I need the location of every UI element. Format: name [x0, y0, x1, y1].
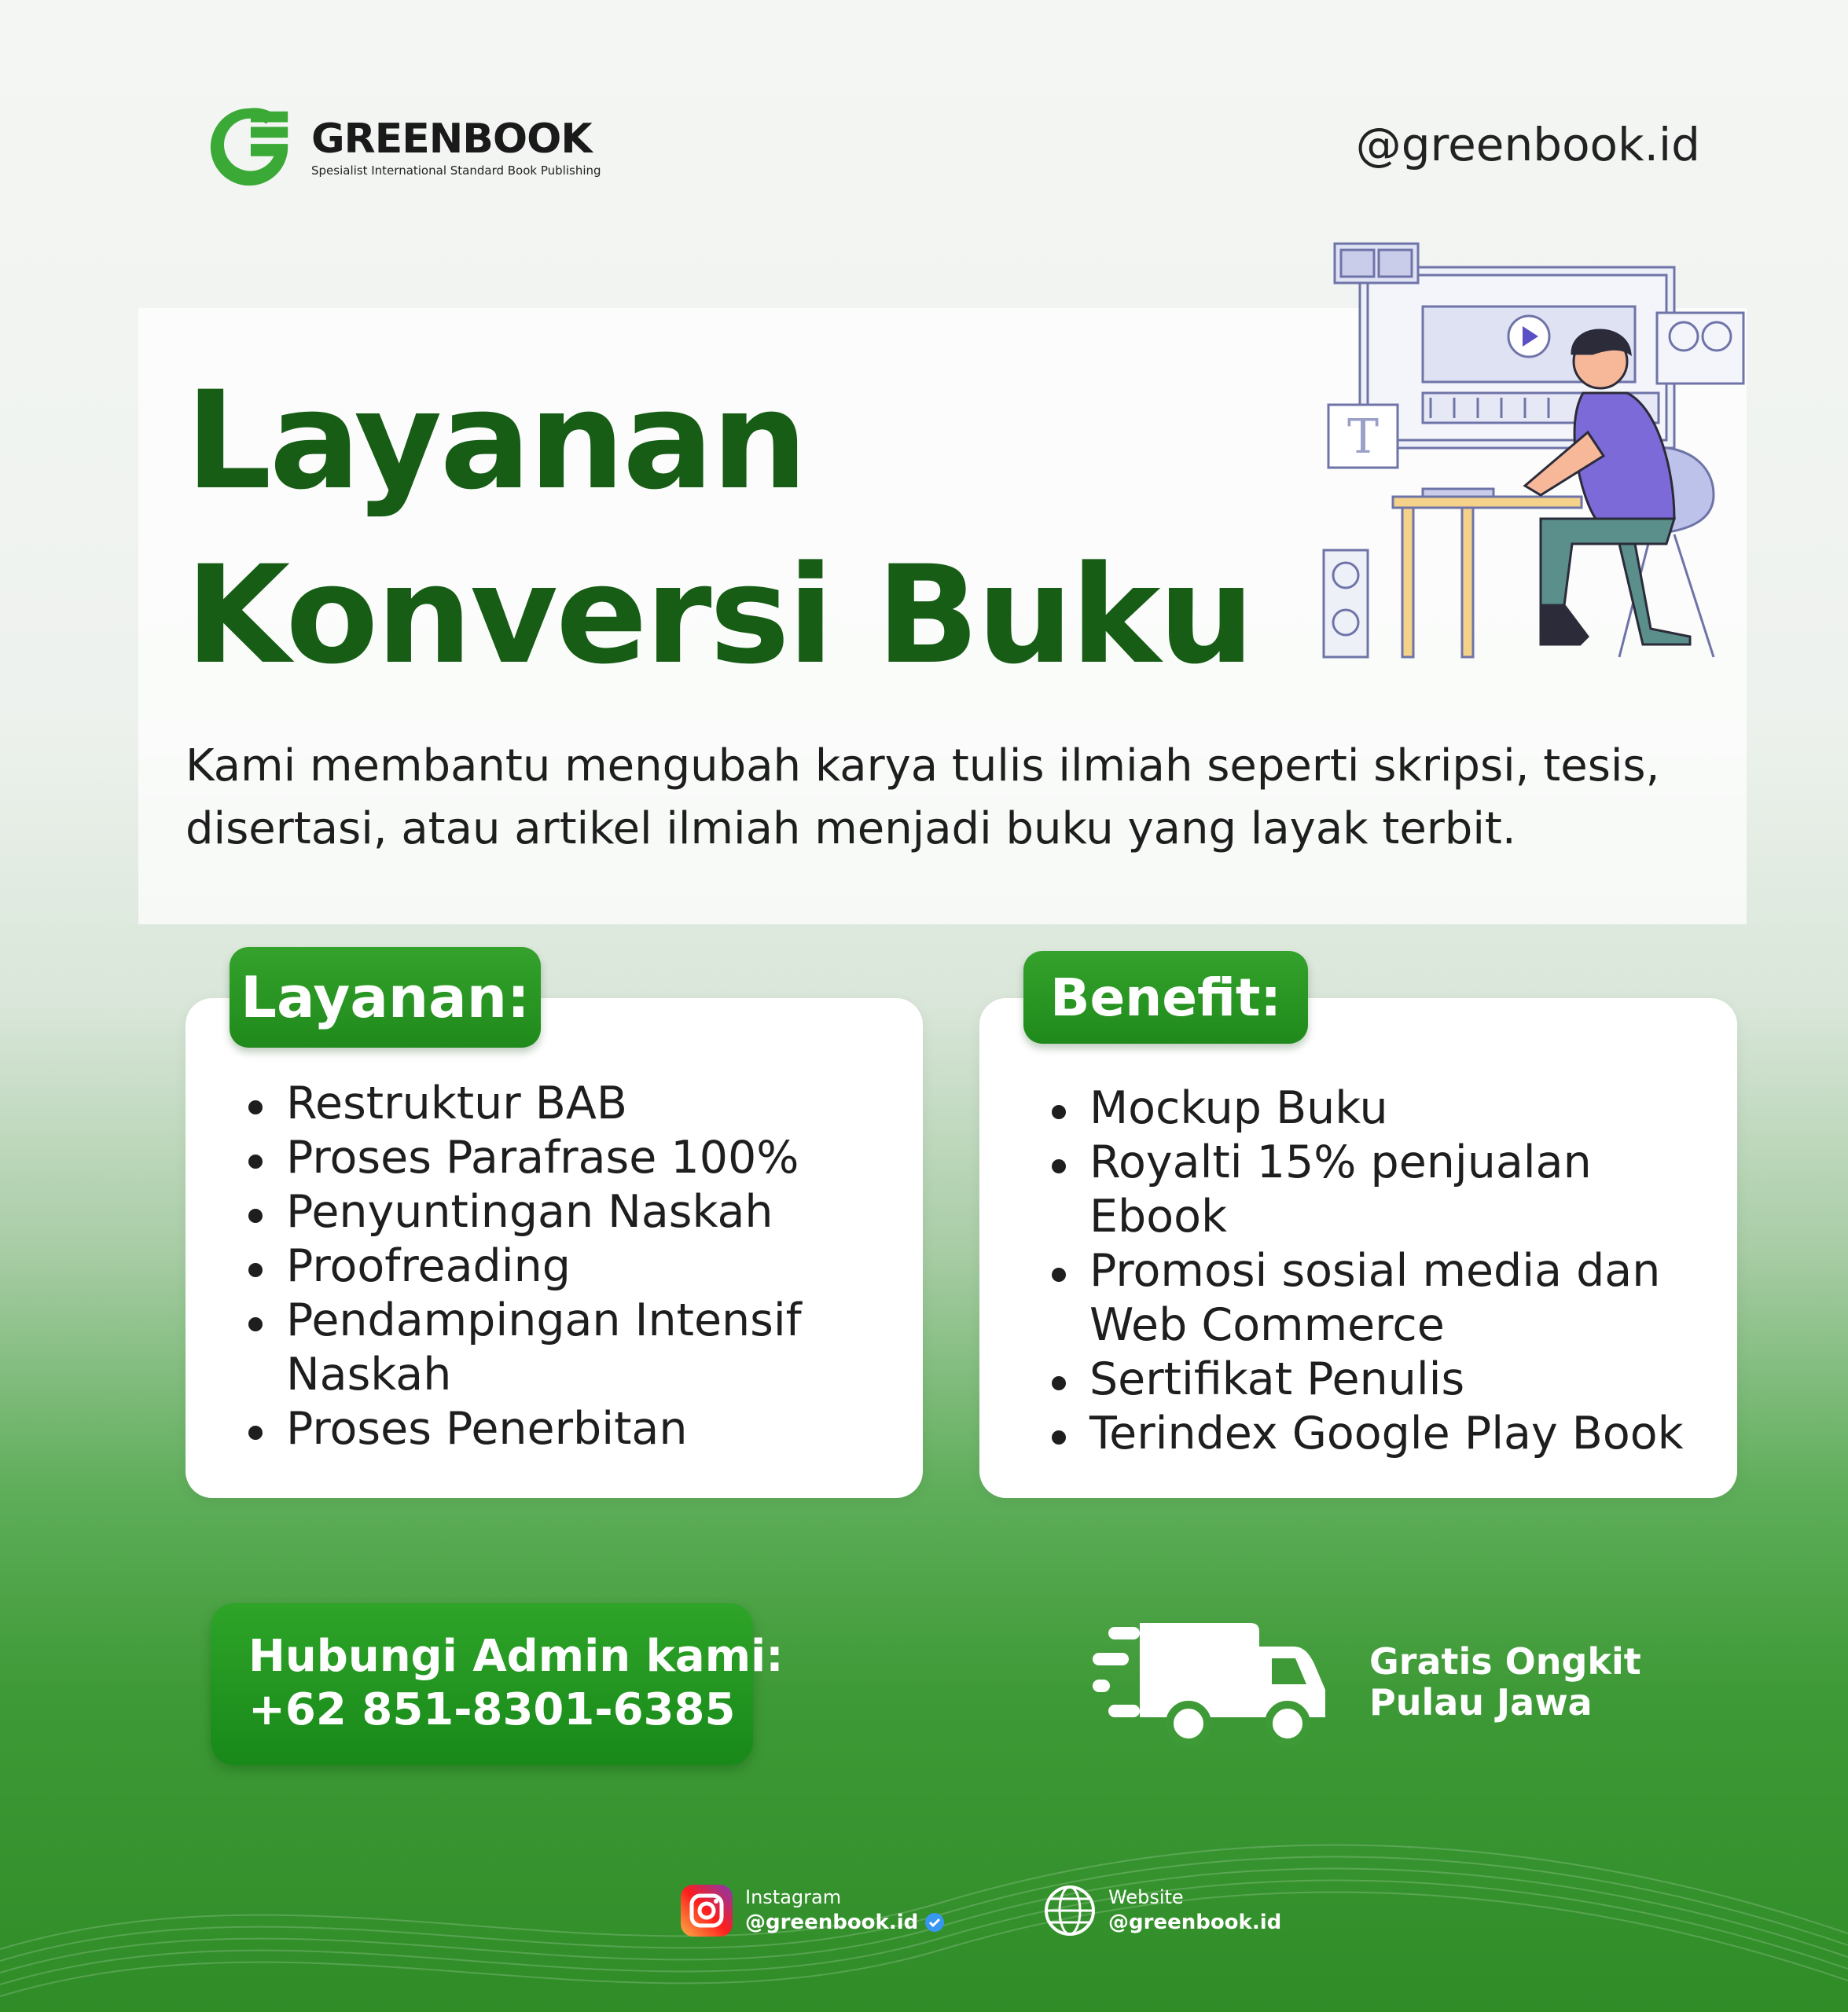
brand-tagline: Spesialist International Standard Book Publishing — [311, 163, 601, 178]
greenbook-logo-mark-icon — [203, 101, 296, 193]
services-list — [245, 1077, 906, 1456]
benefits-heading: Benefit: — [1023, 951, 1308, 1044]
delivery-truck-icon — [1093, 1623, 1328, 1749]
intro-line-1: Kami membantu mengubah karya tulis ilmiah seperti skripsi, tesis, — [186, 740, 1660, 791]
shipping-line-2: Pulau Jawa — [1369, 1681, 1593, 1724]
footer-instagram[interactable] — [679, 1883, 945, 1938]
instagram-handle-row[interactable] — [745, 1909, 945, 1936]
footer-website[interactable] — [1042, 1883, 1281, 1938]
title-line-1: Layanan — [186, 362, 806, 520]
website-label: Website — [1108, 1886, 1184, 1908]
instagram-icon — [679, 1883, 734, 1938]
contact-admin-text[interactable] — [248, 1630, 784, 1737]
free-shipping-text — [1369, 1641, 1641, 1723]
list-item: Proses Penerbitan — [245, 1402, 906, 1456]
list-item: Terindex Google Play Book — [1049, 1407, 1725, 1461]
list-item: Restruktur BAB — [245, 1077, 906, 1131]
svg-text:T: T — [1347, 409, 1380, 464]
intro-paragraph — [186, 735, 1726, 861]
instagram-handle[interactable]: @greenbook.id — [745, 1911, 919, 1934]
list-item: Royalti 15% penjualan Ebook — [1049, 1136, 1725, 1244]
verified-badge-icon — [924, 1912, 945, 1933]
brand-name: GREENBOOK — [311, 116, 592, 163]
list-item: Penyuntingan Naskah — [245, 1185, 906, 1239]
title-line-2: Konversi Buku — [186, 536, 1253, 694]
list-item: Sertifikat Penulis — [1049, 1353, 1725, 1407]
list-item: Pendampingan Intensif Naskah — [245, 1294, 906, 1402]
globe-icon — [1042, 1883, 1097, 1938]
services-heading: Layanan: — [230, 947, 541, 1048]
intro-line-2: disertasi, atau artikel ilmiah menjadi buku yang layak terbit. — [186, 803, 1516, 854]
person-at-computer-illustration — [1305, 236, 1745, 668]
social-handle: @greenbook.id — [1355, 118, 1700, 171]
contact-label: Hubungi Admin kami: — [248, 1631, 784, 1682]
greenbook-logo — [203, 101, 601, 193]
list-item: Proses Parafrase 100% — [245, 1131, 906, 1185]
list-item: Promosi sosial media dan Web Commerce — [1049, 1244, 1725, 1353]
contact-phone[interactable]: +62 851-8301-6385 — [248, 1684, 736, 1735]
list-item: Mockup Buku — [1049, 1081, 1725, 1136]
website-handle[interactable]: @greenbook.id — [1108, 1911, 1282, 1934]
page-title — [186, 354, 1252, 703]
list-item: Proofreading — [245, 1239, 906, 1294]
benefits-list — [1049, 1081, 1725, 1461]
shipping-line-1: Gratis Ongkit — [1369, 1640, 1641, 1683]
instagram-label: Instagram — [745, 1886, 842, 1908]
